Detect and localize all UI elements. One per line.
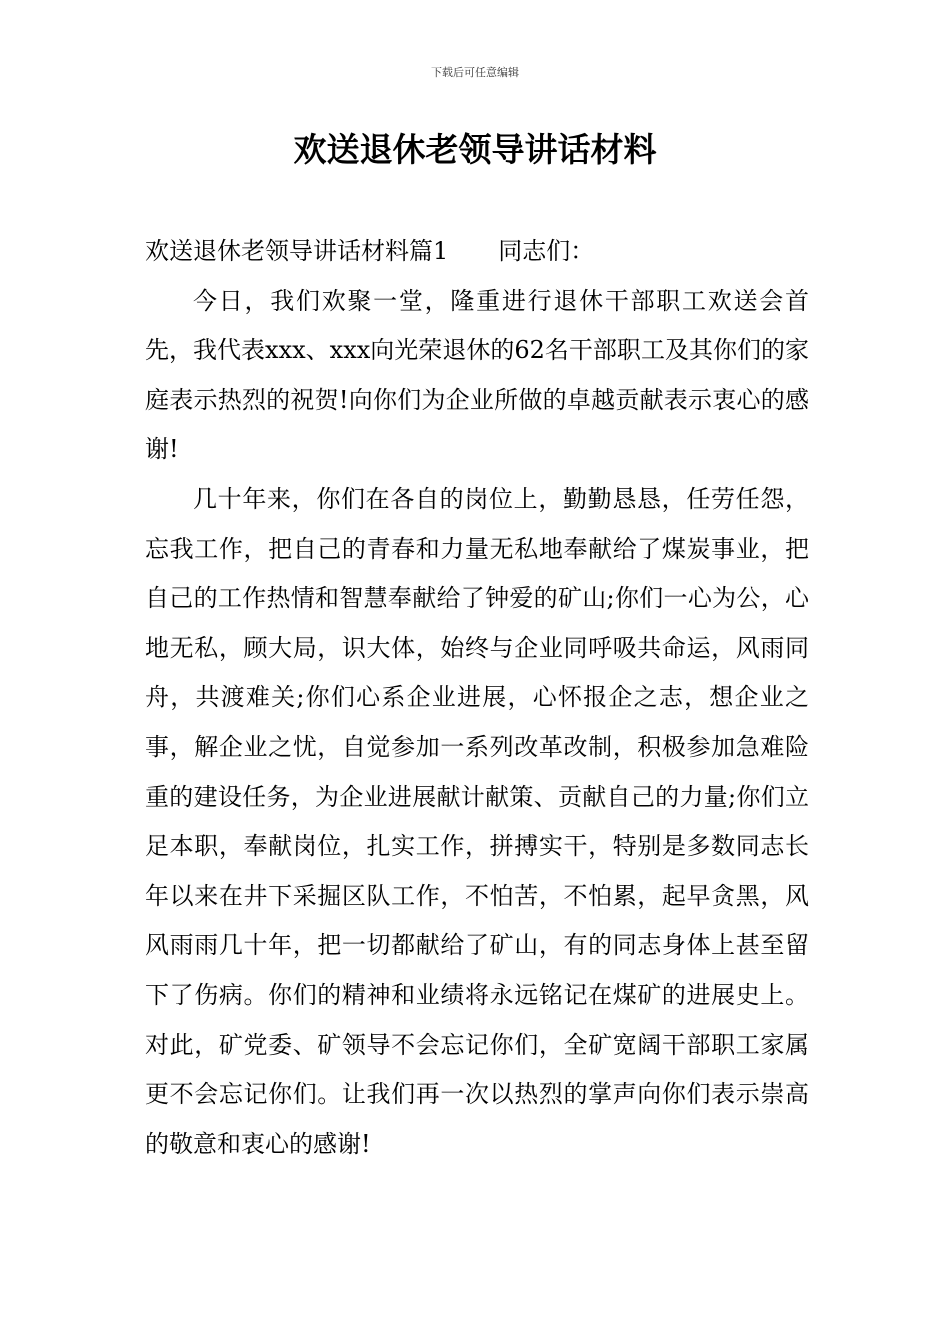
paragraph-1: 今日，我们欢聚一堂，隆重进行退休干部职工欢送会首先，我代表xxx、xxx向光荣退休的62名干部职工及其你们的家庭表示热烈的祝贺!向你们为企业所做的卓越贡献表示衷心的感谢! xyxy=(145,286,809,464)
paragraph-2: 几十年来，你们在各自的岗位上，勤勤恳恳，任劳任怨，忘我工作，把自己的青春和力量无私地奉献给了煤炭事业，把自己的工作热情和智慧奉献给了钟爱的矿山;你们一心为公，心地无私，顾大局，识大体，始终与企业同呼吸共命运，风雨同舟，共渡难关;你们心系企业进展，心怀报企之志，想企业之事，解企业之忧，自觉参加一系列改革改制，积极参加急难险重的建设任务，为企业进展献计献策、贡献自己的力量;你们立足本职，奉献岗位，扎实工作，拼搏实干，特别是多数同志长年以来在井下采掘区队工作，不怕苦，不怕累，起早贪黑，风风雨雨几十年，把一切都献给了矿山，有的同志身体上甚至留下了伤病。你们的精神和业绩将永远铭记在煤矿的进展史上。对此，矿党委、矿领导不会忘记你们，全矿宽阔干部职工家属更不会忘记你们。让我们再一次以热烈的掌声向你们表示崇高的敬意和衷心的感谢! xyxy=(145,484,809,1158)
document-body xyxy=(145,227,809,1169)
document-title: 欢送退休老领导讲话材料 xyxy=(293,130,657,169)
header-note: 下载后可任意编辑 xyxy=(431,66,519,79)
intro-line xyxy=(145,227,809,277)
salutation: 同志们： xyxy=(498,237,595,265)
section-heading: 欢送退休老领导讲话材料篇1 xyxy=(145,237,449,265)
